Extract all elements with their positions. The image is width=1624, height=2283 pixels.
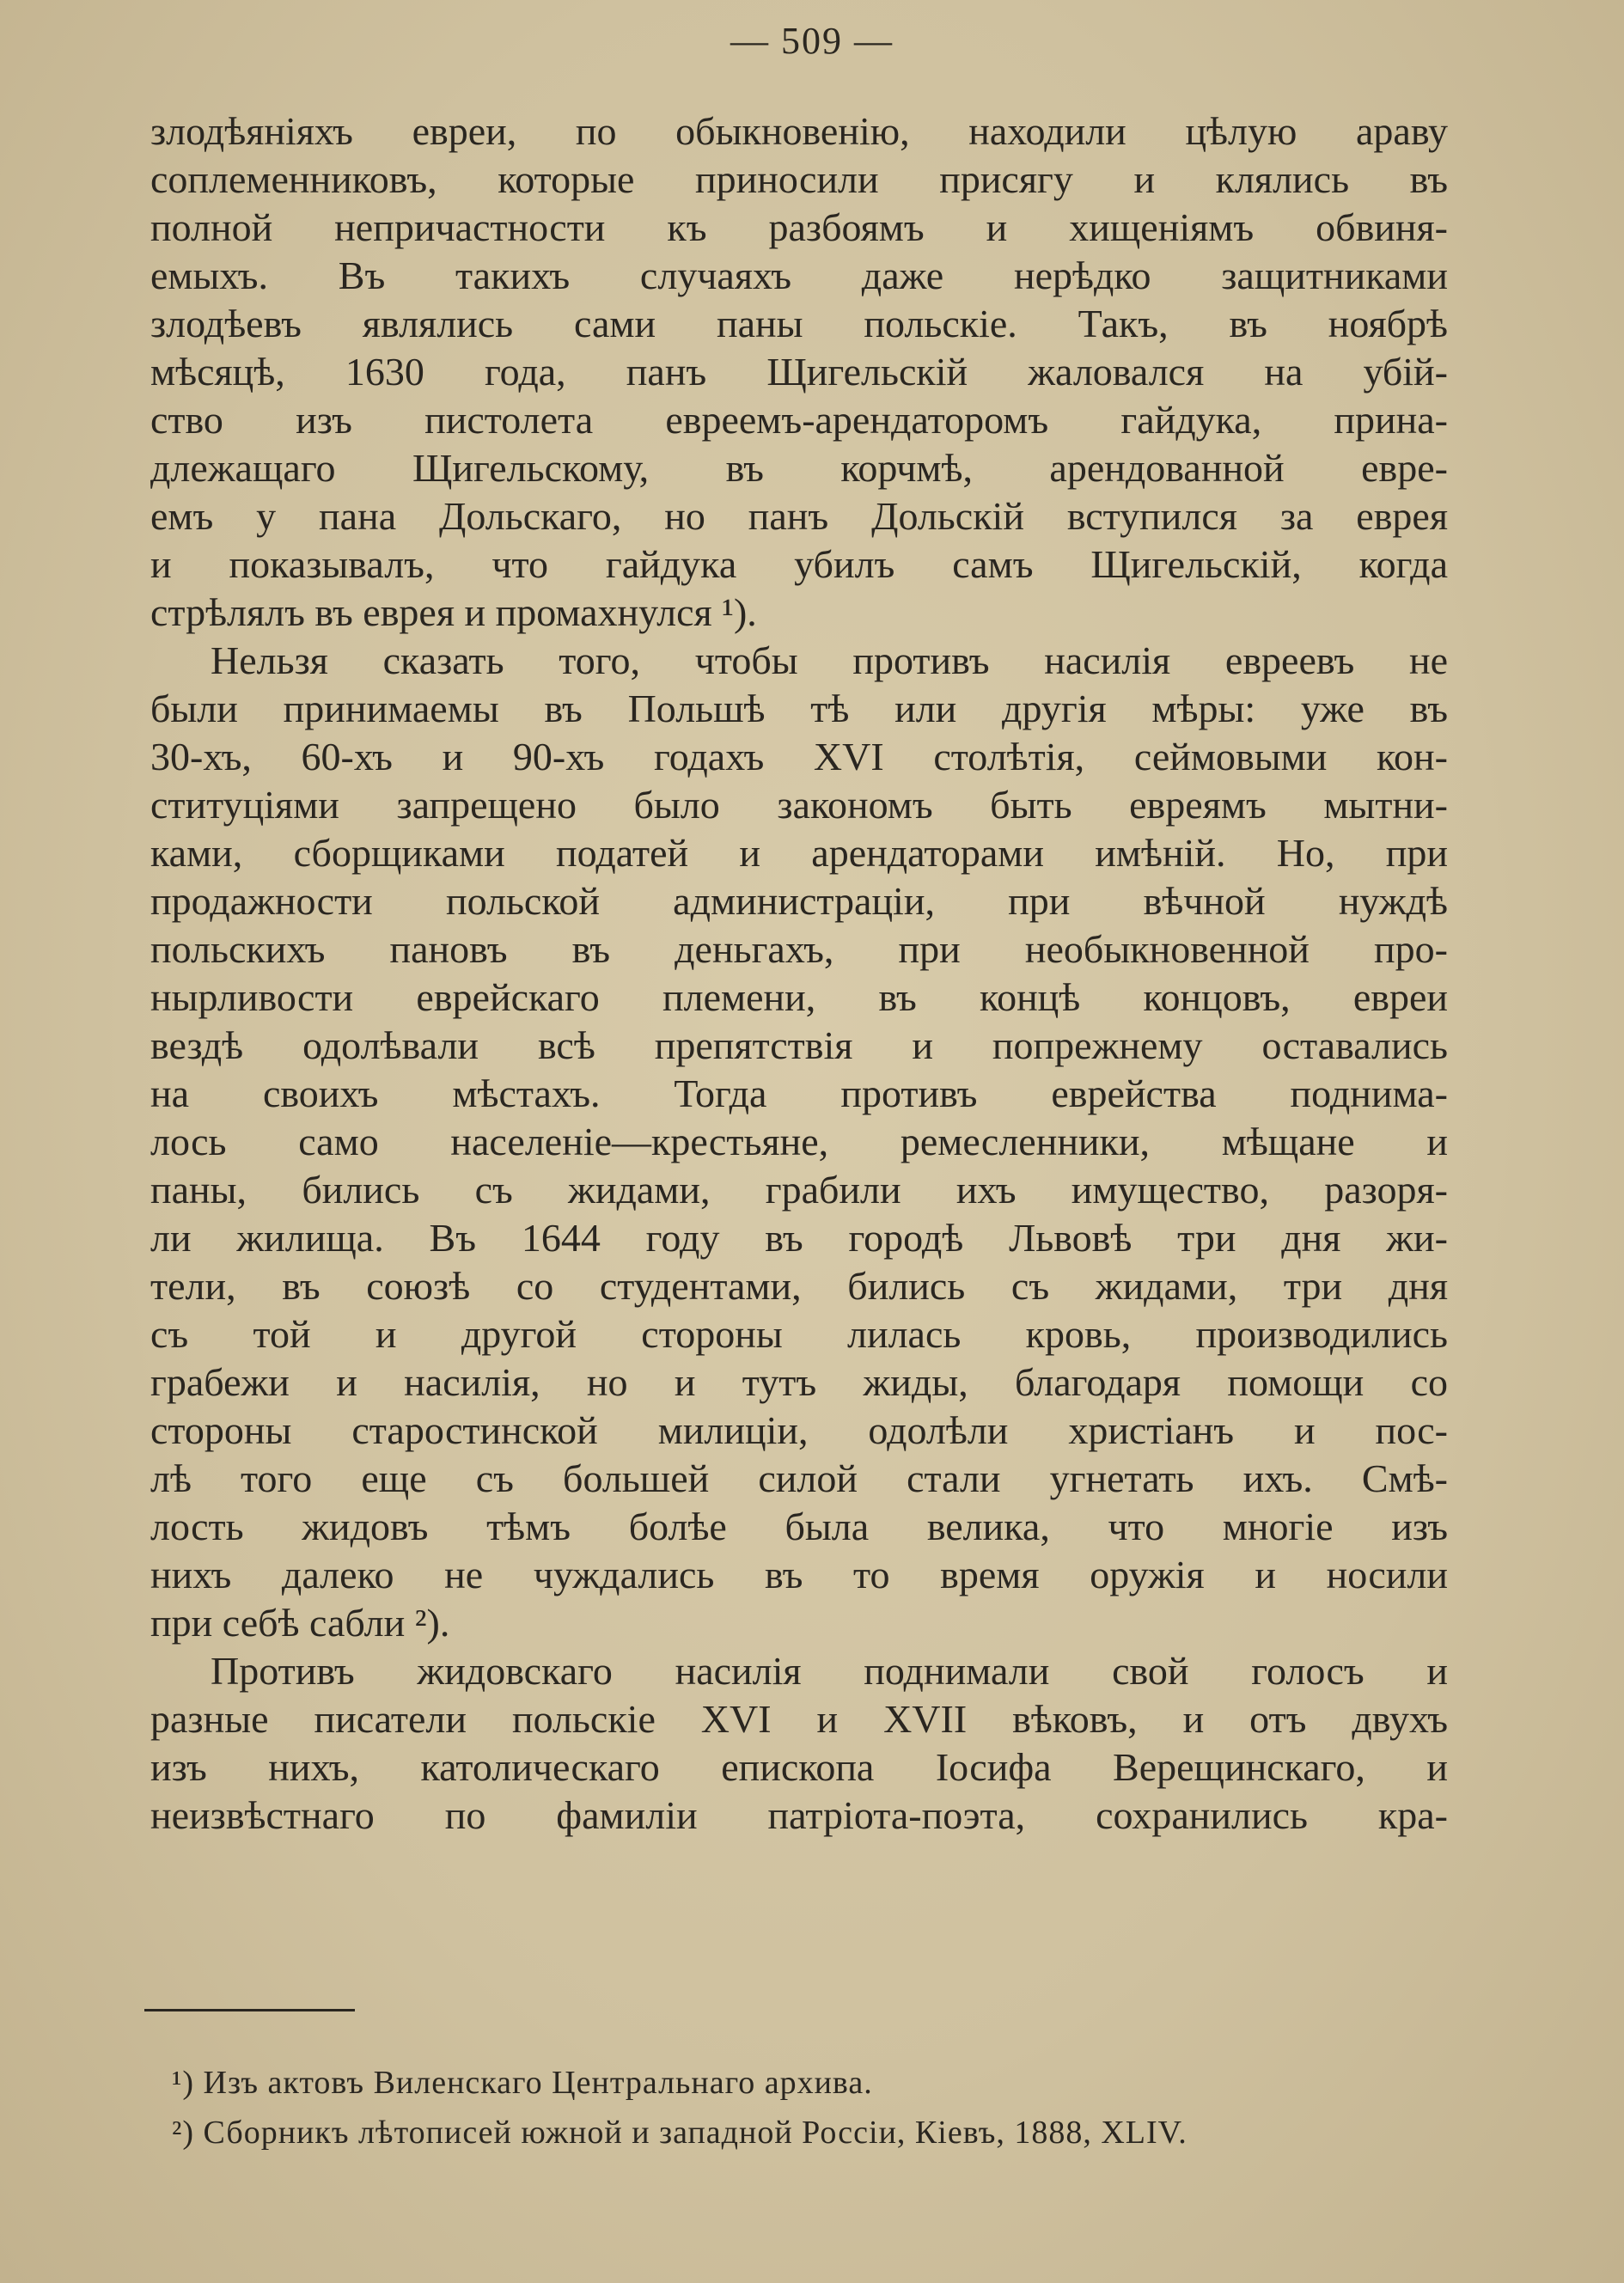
- footnote-separator: [144, 2009, 355, 2011]
- text-line: и показывалъ, что гайдука убилъ самъ Щигельскій, когда: [150, 542, 1448, 586]
- text-line: лѣ того еще съ большей силой стали угнетать ихъ. Смѣ-: [150, 1456, 1448, 1500]
- text-line: нырливости еврейскаго племени, въ концѣ концовъ, евреи: [150, 975, 1448, 1019]
- footnote-2: ²) Сборникъ лѣтописей южной и западной Россіи, Кіевъ, 1888, XLIV.: [172, 2115, 1187, 2151]
- text-line: грабежи и насилія, но и тутъ жиды, благодаря помощи со: [150, 1360, 1448, 1404]
- text-line: ли жилища. Въ 1644 году въ городѣ Львовѣ три дня жи-: [150, 1216, 1448, 1260]
- text-line: неизвѣстнаго по фамиліи патріота-поэта, сохранились кра-: [150, 1793, 1448, 1837]
- text-line: Противъ жидовскаго насилія поднимали свой голосъ и: [211, 1649, 1448, 1693]
- text-line: паны, бились съ жидами, грабили ихъ имущество, разоря-: [150, 1168, 1448, 1212]
- text-line: Нельзя сказать того, чтобы противъ насилія евреевъ не: [211, 638, 1448, 682]
- text-line: емъ у пана Дольскаго, но панъ Дольскій вступился за еврея: [150, 494, 1448, 538]
- text-line: съ той и другой стороны лилась кровь, производились: [150, 1312, 1448, 1356]
- text-line: стрѣлялъ въ еврея и промахнулся ¹).: [150, 590, 757, 634]
- text-line: были принимаемы въ Польшѣ тѣ или другія мѣры: уже въ: [150, 687, 1448, 730]
- text-line: стороны старостинской милиціи, одолѣли христіанъ и пос-: [150, 1408, 1448, 1452]
- text-line: лость жидовъ тѣмъ болѣе была велика, что многіе изъ: [150, 1505, 1448, 1548]
- text-line: нихъ далеко не чуждались въ то время оружія и носили: [150, 1553, 1448, 1596]
- text-line: изъ нихъ, католическаго епископа Іосифа Верещинскаго, и: [150, 1745, 1448, 1789]
- page-number: — 509 —: [730, 20, 894, 62]
- footnotes: [172, 2058, 1375, 2158]
- text-line: продажности польской администраціи, при вѣчной нуждѣ: [150, 879, 1448, 923]
- text-line: при себѣ сабли ²).: [150, 1601, 450, 1645]
- text-line: злодѣевъ являлись сами паны польскіе. Такъ, въ ноябрѣ: [150, 302, 1448, 345]
- text-line: емыхъ. Въ такихъ случаяхъ даже нерѣдко защитниками: [150, 253, 1448, 297]
- text-line: ками, сборщиками податей и арендаторами имѣній. Но, при: [150, 831, 1448, 875]
- text-line: тели, въ союзѣ со студентами, бились съ жидами, три дня: [150, 1264, 1448, 1308]
- body-text: [150, 107, 1448, 1840]
- footnote-1: ¹) Изъ актовъ Виленскаго Центральнаго архива.: [172, 2065, 873, 2101]
- text-line: мѣсяцѣ, 1630 года, панъ Щигельскій жаловался на убій-: [150, 350, 1448, 394]
- text-line: длежащаго Щигельскому, въ корчмѣ, арендованной евре-: [150, 446, 1448, 490]
- text-line: ституціями запрещено было закономъ быть евреямъ мытни-: [150, 783, 1448, 827]
- text-line: злодѣяніяхъ евреи, по обыкновенію, находили цѣлую араву: [150, 109, 1448, 153]
- text-line: соплеменниковъ, которые приносили присягу и клялись въ: [150, 157, 1448, 201]
- text-line: 30-хъ, 60-хъ и 90-хъ годахъ XVI столѣтія, сеймовыми кон-: [150, 735, 1448, 778]
- text-line: польскихъ пановъ въ деньгахъ, при необыкновенной про-: [150, 927, 1448, 971]
- text-line: вездѣ одолѣвали всѣ препятствія и попрежнему оставались: [150, 1023, 1448, 1067]
- text-line: разные писатели польскіе XVI и XVII вѣковъ, и отъ двухъ: [150, 1697, 1448, 1741]
- text-line: ство изъ пистолета евреемъ-арендаторомъ гайдука, прина-: [150, 398, 1448, 442]
- text-line: полной непричастности къ разбоямъ и хищеніямъ обвиня-: [150, 205, 1448, 249]
- text-line: на своихъ мѣстахъ. Тогда противъ еврейства поднима-: [150, 1071, 1448, 1115]
- text-line: лось само населеніе—крестьяне, ремесленники, мѣщане и: [150, 1120, 1448, 1163]
